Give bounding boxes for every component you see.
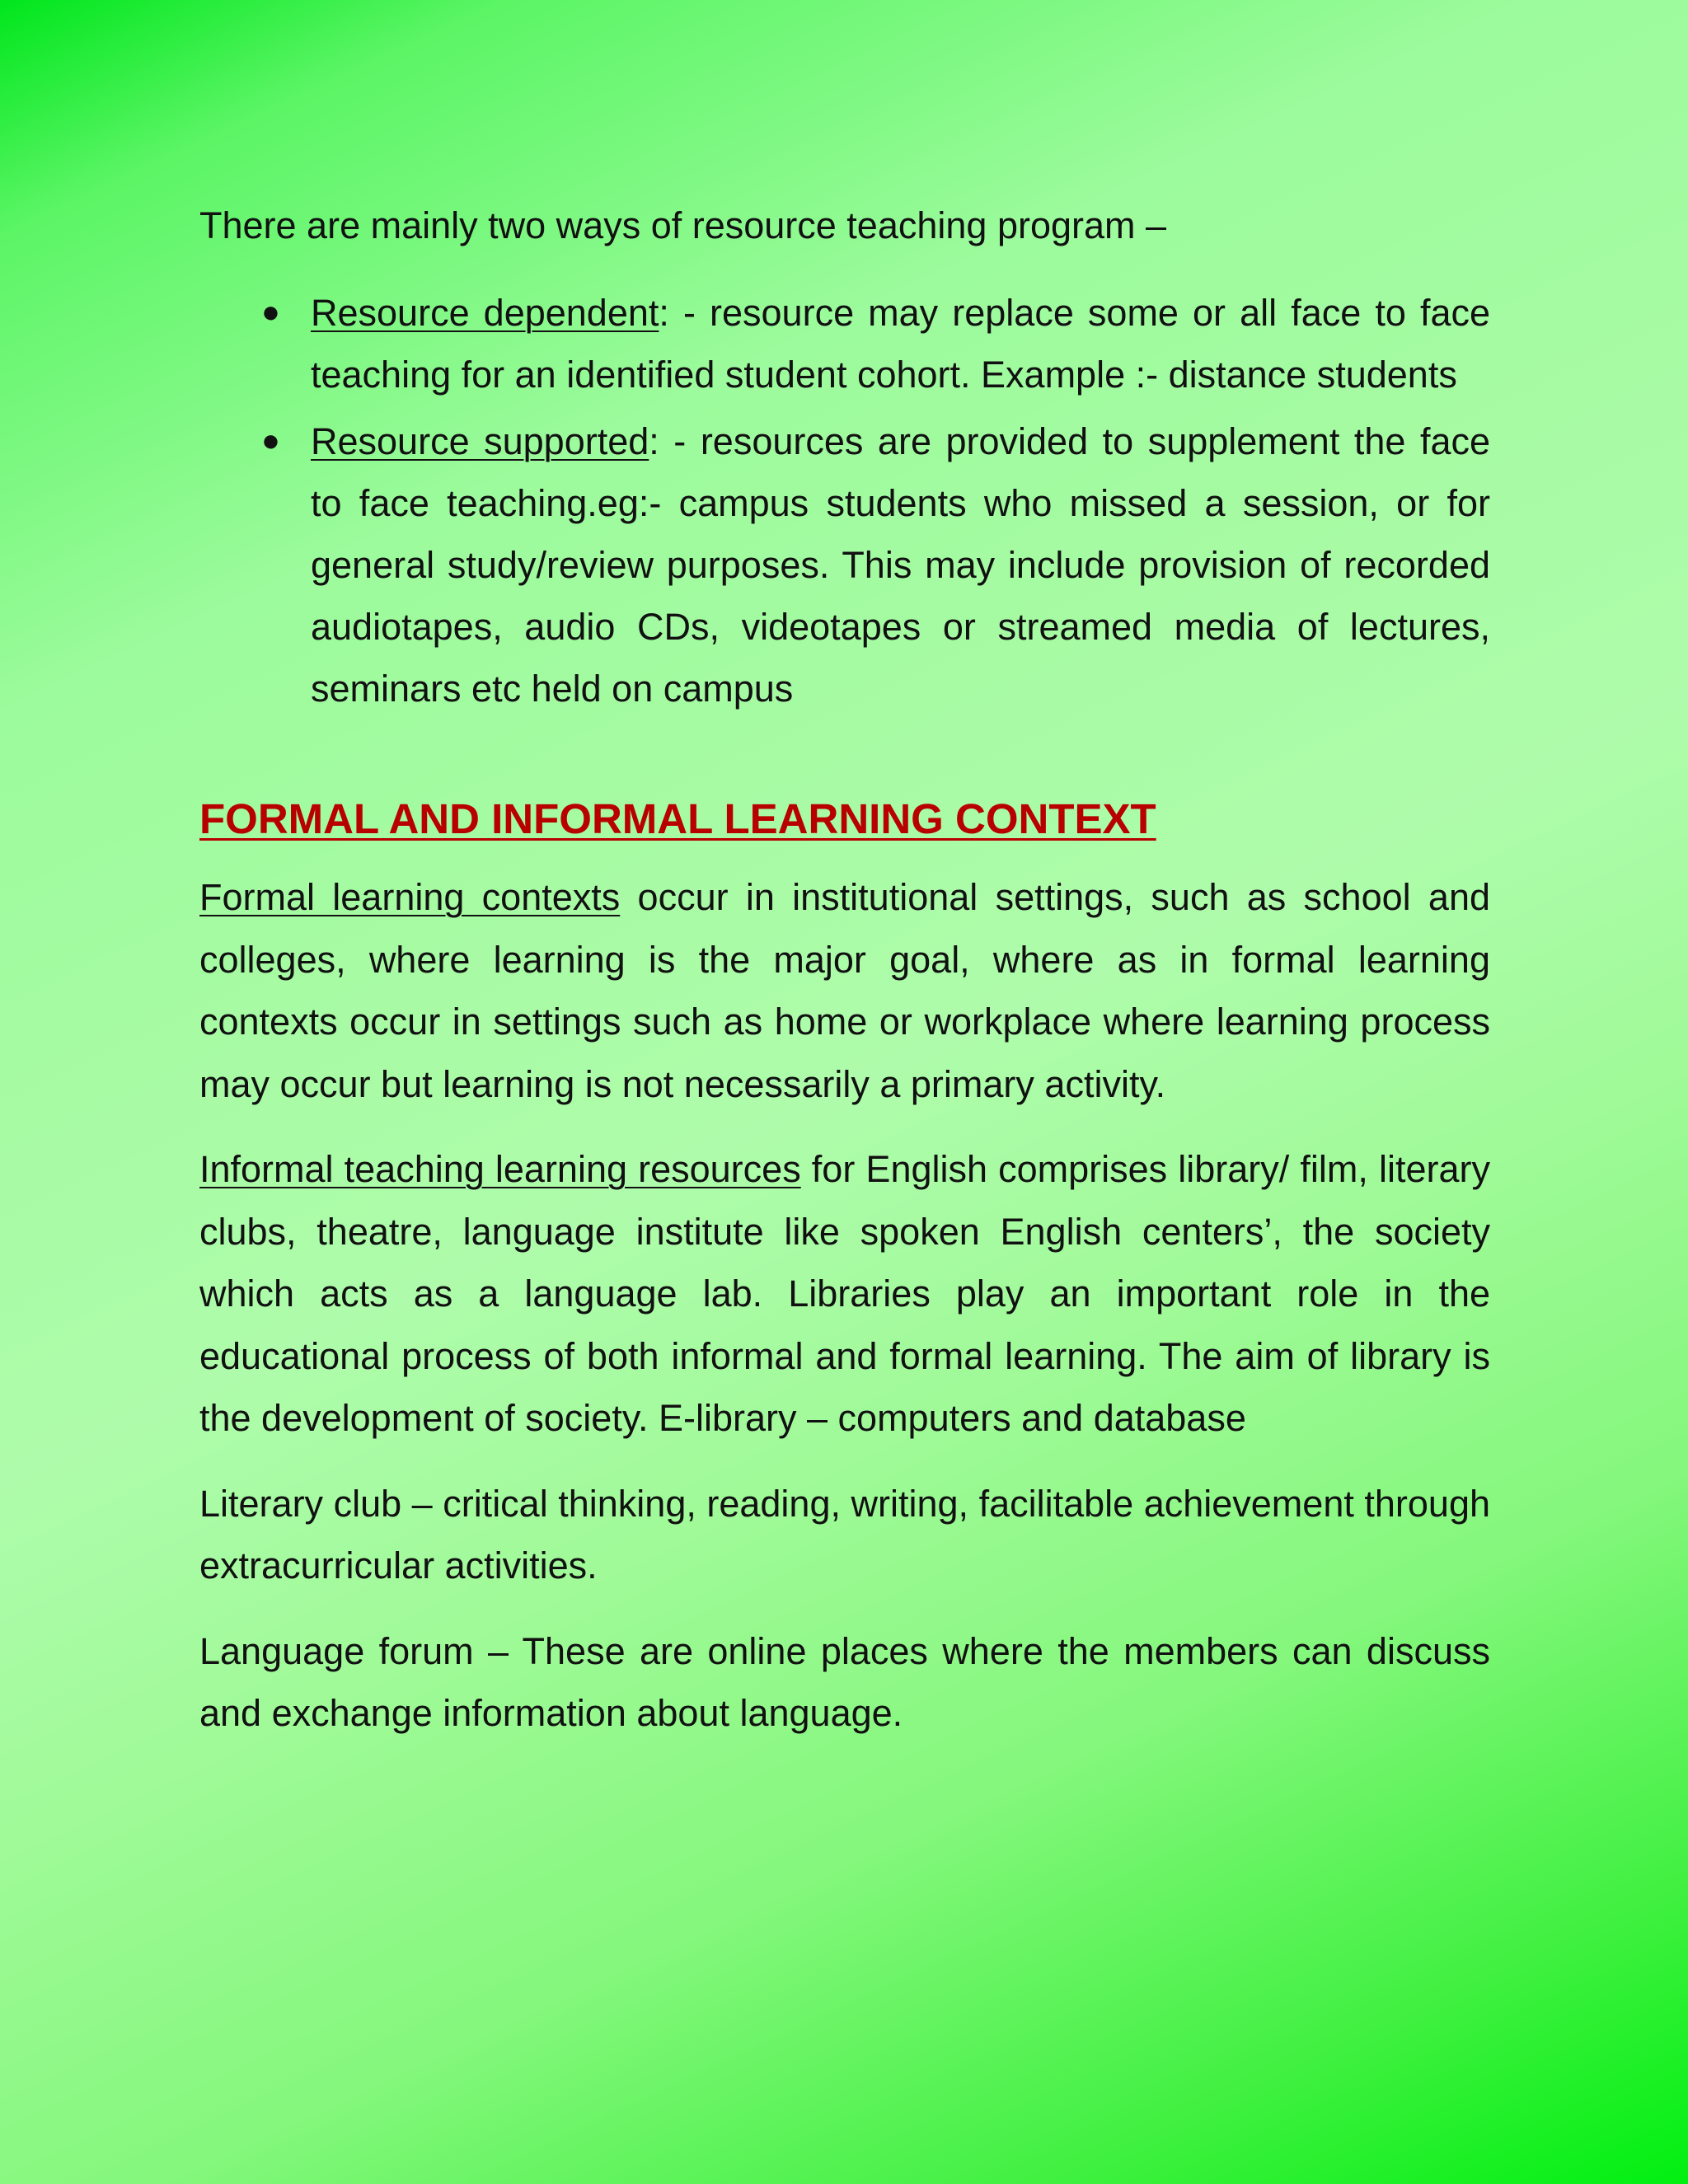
bullet-icon: ● bbox=[261, 424, 280, 458]
list-item bbox=[261, 282, 1490, 405]
paragraph-literary-club bbox=[199, 1473, 1490, 1597]
bullet-icon: ● bbox=[261, 295, 280, 330]
paragraph-text: Language forum – These are online places where the members can discuss and exchange information about language. bbox=[199, 1629, 1490, 1734]
paragraph-language-forum bbox=[199, 1620, 1490, 1745]
list-item-text: : - resources are provided to supplement the face to face teaching.eg:- campus students who missed a session, or for general study/review purposes. This may include provision of recorded audiotapes, audio CDs, videotapes or streamed media of lectures, seminars etc held on campus bbox=[311, 420, 1491, 710]
intro-line: There are mainly two ways of resource teaching program – bbox=[199, 204, 1167, 246]
resource-ways-list bbox=[199, 282, 1490, 719]
paragraph-informal-resources bbox=[199, 1138, 1490, 1450]
paragraph-lead: Informal teaching learning resources bbox=[199, 1148, 801, 1190]
list-item-text: : - resource may replace some or all face to face teaching for an identified student cohort. Example :- distance students bbox=[311, 292, 1490, 396]
paragraph-formal-contexts bbox=[199, 866, 1490, 1115]
paragraph-text: Literary club – critical thinking, reading, writing, facilitable achievement through extracurricular activities. bbox=[199, 1482, 1490, 1586]
list-item-title: Resource dependent bbox=[311, 292, 659, 334]
section-heading: FORMAL AND INFORMAL LEARNING CONTEXT bbox=[199, 795, 1156, 842]
paragraph-text: occur in institutional settings, such as school and colleges, where learning is the major goal, where as in formal learning contexts occur in settings such as home or workplace where learning process may occur but learning is not necessarily a primary activity. bbox=[199, 876, 1490, 1105]
list-item-title: Resource supported bbox=[311, 420, 649, 462]
paragraph-text: for English comprises library/ film, literary clubs, theatre, language institute like spoken English centers’, the society which acts as a language lab. Libraries play an important role in the educational process of both informal and formal learning. The aim of library is the development of society. E-library – computers and database bbox=[199, 1148, 1491, 1439]
list-item bbox=[261, 410, 1491, 719]
paragraph-lead: Formal learning contexts bbox=[199, 876, 621, 918]
